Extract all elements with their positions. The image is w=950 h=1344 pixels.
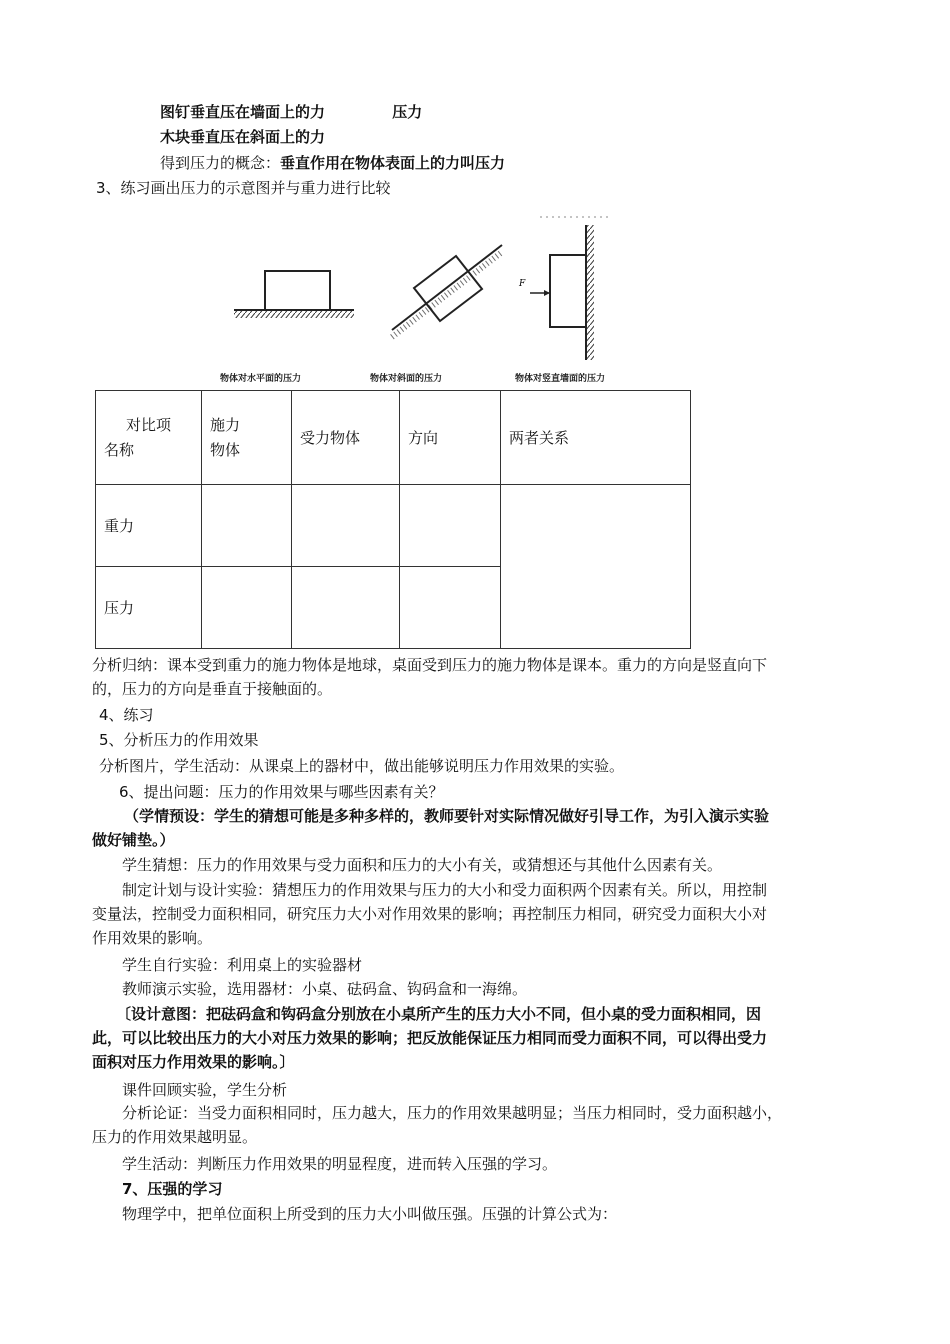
argue-line-2: 压力的作用效果越明显。 [92, 1128, 258, 1146]
design-intent-note [92, 1002, 862, 1074]
pressure-definition: 物理学中，把单位面积上所受到的压力大小叫做压强。压强的计算公式为： [122, 1205, 618, 1223]
horizontal-surface-diagram [234, 271, 354, 318]
intent-line-1: 〔设计意图：把砝码盒和钩码盒分别放在小桌所产生的压力大小不同，但小桌的受力面积相同，因 [116, 1005, 762, 1023]
table-header-row [96, 391, 691, 485]
plan-line-2: 变量法，控制受力面积相同，研究压力大小对作用效果的影响；再控制压力相同，研究受力面积大小对 [92, 905, 768, 923]
pressure-direction-cell [400, 567, 501, 649]
concept-label: 得到压力的概念： [160, 154, 281, 172]
analysis-paragraph [92, 653, 862, 701]
header-relation-cell: 两者关系 [501, 391, 691, 485]
header-compare-item: 对比项 [126, 415, 172, 434]
plan-paragraph [92, 878, 862, 950]
plan-line-1: 制定计划与设计实验：猜想压力的作用效果与压力的大小和受力面积两个因素有关。所以，用控制 [122, 881, 768, 899]
preset-note [92, 804, 862, 852]
intent-line-3: 面积对压力作用效果的影响。〕 [92, 1053, 295, 1071]
section-6-heading: 6、提出问题：压力的作用效果与哪些因素有关？ [119, 783, 444, 801]
gravity-source-cell [202, 485, 292, 567]
section-5-activity: 分析图片，学生活动：从课桌上的器材中，做出能够说明压力作用效果的实验。 [99, 757, 625, 775]
intro-line-1-tag: 压力 [392, 103, 423, 121]
header-source-cell [202, 391, 292, 485]
plan-line-3: 作用效果的影响。 [92, 929, 213, 947]
header-source-line1: 施力 [210, 415, 241, 434]
preset-line-2: 做好铺垫。） [92, 831, 175, 849]
header-name: 名称 [104, 440, 135, 459]
header-name-cell [96, 391, 202, 485]
pressure-source-cell [202, 567, 292, 649]
header-receiver-cell: 受力物体 [292, 391, 400, 485]
caption-incline: 物体对斜面的压力 [370, 374, 443, 384]
header-direction-cell: 方向 [400, 391, 501, 485]
caption-horizontal: 物体对水平面的压力 [220, 374, 302, 384]
section-5-heading: 5、分析压力的作用效果 [99, 731, 259, 749]
pressure-diagram-figure [220, 205, 660, 390]
intro-line-3 [160, 153, 505, 173]
inclined-surface-diagram [392, 245, 502, 337]
preset-line-1: （学情预设：学生的猜想可能是多种多样的，教师要针对实际情况做好引导工作，为引入演示实验 [124, 807, 770, 825]
comparison-table [95, 390, 691, 649]
intent-line-2: 此，可以比较出压力的大小对压力效果的影响；把反放能保证压力相同而受力面积不同，可以得出受力 [92, 1029, 768, 1047]
row-gravity-label: 重力 [96, 485, 202, 567]
pressure-receiver-cell [292, 567, 400, 649]
self-experiment: 学生自行实验：利用桌上的实验器材 [122, 956, 363, 974]
gravity-receiver-cell [292, 485, 400, 567]
relation-cell [501, 485, 691, 649]
vertical-wall-diagram [518, 217, 612, 360]
caption-wall: 物体对竖直墙面的压力 [515, 374, 606, 384]
force-label: F [519, 279, 526, 289]
intro-line-1-text: 图钉垂直压在墙面上的力 [160, 103, 326, 121]
courseware-review: 课件回顾实验，学生分析 [122, 1081, 288, 1099]
section-4-heading: 4、练习 [99, 706, 154, 724]
analysis-line-1: 分析归纳：课本受到重力的施力物体是地球，桌面受到压力的施力物体是课本。重力的方向是竖直向下 [92, 656, 768, 674]
row-pressure-label: 压力 [96, 567, 202, 649]
table-row [96, 485, 691, 567]
student-activity: 学生活动：判断压力作用效果的明显程度，进而转入压强的学习。 [122, 1155, 558, 1173]
section-7-heading: 7、压强的学习 [122, 1180, 223, 1198]
header-source-line2: 物体 [210, 440, 241, 459]
argue-line-1: 分析论证：当受力面积相同时，压力越大，压力的作用效果越明显；当压力相同时，受力面积越小， [122, 1104, 783, 1122]
argument-paragraph [92, 1101, 862, 1149]
teacher-demo: 教师演示实验，选用器材：小桌、砝码盒、钩码盒和一海绵。 [122, 980, 528, 998]
analysis-line-2: 的，压力的方向是垂直于接触面的。 [92, 680, 333, 698]
gravity-direction-cell [400, 485, 501, 567]
section-3-heading: 3、练习画出压力的示意图并与重力进行比较 [96, 179, 391, 197]
intro-line-2: 木块垂直压在斜面上的力 [160, 128, 326, 146]
concept-definition: 垂直作用在物体表面上的力叫压力 [280, 154, 506, 172]
intro-line-1 [160, 102, 422, 122]
student-guess: 学生猜想：压力的作用效果与受力面积和压力的大小有关，或猜想还与其他什么因素有关。 [122, 856, 723, 874]
